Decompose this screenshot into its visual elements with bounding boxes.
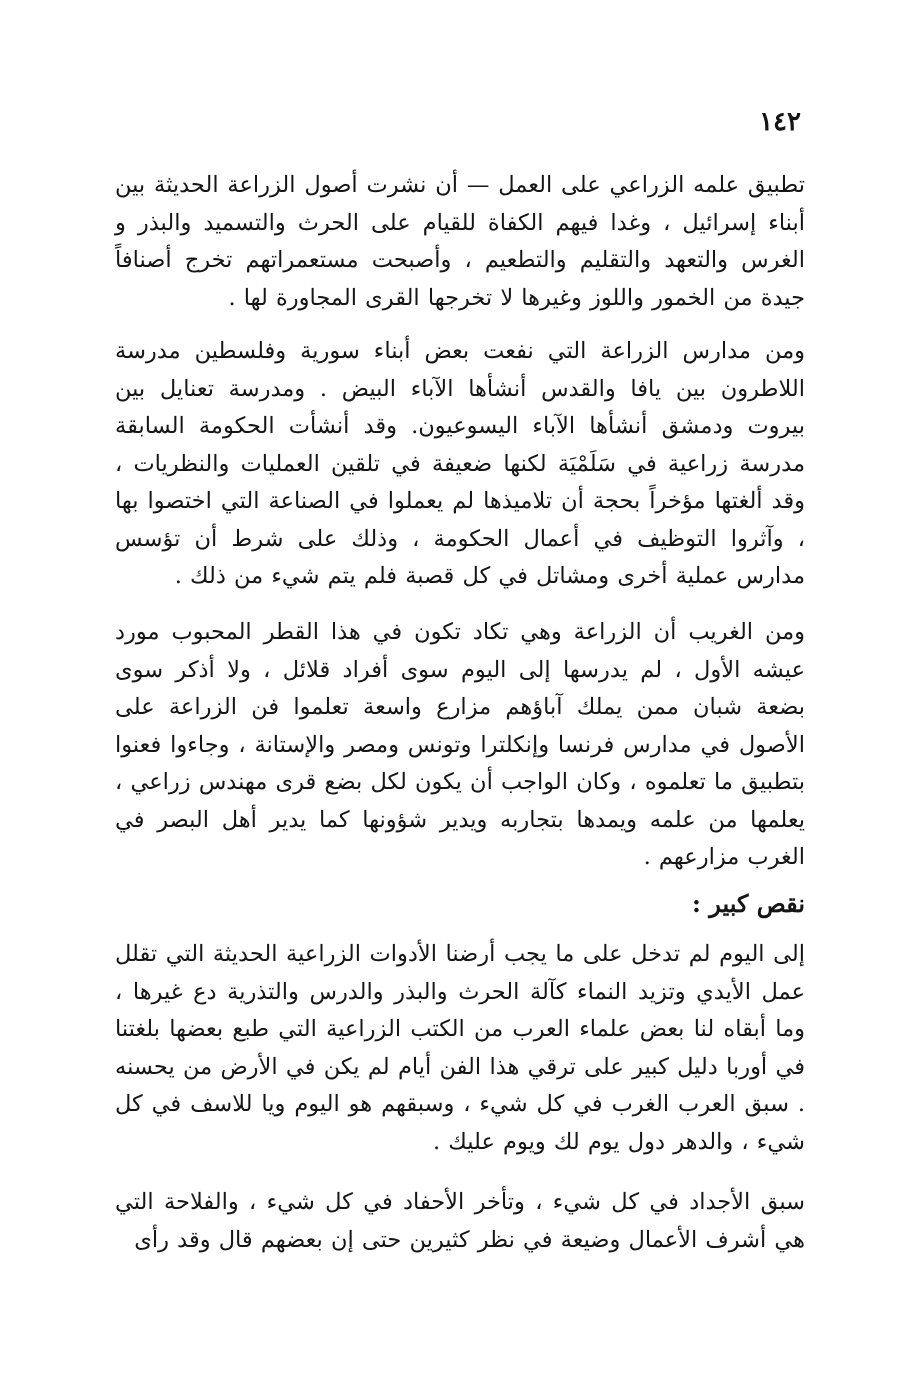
- section-heading: نقص كبير :: [692, 889, 805, 918]
- page-number: ١٤٢: [759, 107, 801, 137]
- paragraph-modern-tools: إلى اليوم لم تدخل على ما يجب أرضنا الأدوات الزراعية الحديثة التي تقلل عمل الأيدي وتزيد النماء كآلة الحرث والبذر والدرس والتذرية دع غيرها ، وما أبقاه لنا بعض علماء العرب من الكتب الزراعية التي طبع بعضها بلغتنا في أوربا دليل كبير على ترقي هذا الفن أيام لم يكن في الأرض من يحسنه . سبق العرب الغرب في كل شيء ، وسبقهم هو اليوم ويا للاسف في كل شيء ، والدهر دول يوم لك ويوم عليك .: [115, 941, 805, 1155]
- paragraph-agriculture-schools: ومن مدارس الزراعة التي نفعت بعض أبناء سورية وفلسطين مدرسة اللاطرون بين يافا والقدس أنشأها الآباء البيض . ومدرسة تعنايل بين بيروت ودمشق أنشأها الآباء اليسوعيون. وقد أنشأت الحكومة السابقة مدرسة زراعية في سَلَمْيَة لكنها ضعيفة في تلقين العمليات والنظريات ، وقد ألغتها مؤخراً بحجة أن تلاميذها لم يعملوا في الصناعة التي اختصوا بها ، وآثروا التوظيف في أعمال الحكومة ، وذلك على شرط أن تؤسس مدارس عملية أخرى ومشاتل في كل قصبة فلم يتم شيء من ذلك .: [115, 338, 805, 589]
- paragraph-ancestors: سبق الأجداد في كل شيء ، وتأخر الأحفاد في كل شيء ، والفلاحة التي هي أشرف الأعمال وضيعة في نظر كثيرين حتى إن بعضهم قال وقد رأى: [115, 1189, 805, 1253]
- paragraph-agriculture-settlements: تطبيق علمه الزراعي على العمل — أن نشرت أصول الزراعة الحديثة بين أبناء إسرائيل ، وغدا فيهم الكفاة للقيام على الحرث والتسميد والبذر و الغرس والتعهد والتقليم والتطعيم ، وأصبحت مستعمراتهم تخرج أصنافاً جيدة من الخمور واللوز وغيرها لا تخرجها القرى المجاورة لها .: [115, 172, 805, 311]
- paragraph-agriculture-study: ومن الغريب أن الزراعة وهي تكاد تكون في هذا القطر المحبوب مورد عيشه الأول ، لم يدرسها إلى اليوم سوى أفراد قلائل ، ولا أذكر سوى بضعة شبان ممن يملك آباؤهم مزارع واسعة تعلموا فن الزراعة على الأصول في مدارس فرنسا وإنكلترا وتونس ومصر والإستانة ، وجاءوا فعنوا بتطبيق ما تعلموه ، وكان الواجب أن يكون لكل بضع قرى مهندس زراعي ، يعلمها من علمه ويمدها بتجاربه ويدير شؤونها كما يدير أهل البصر في الغرب مزارعهم .: [115, 619, 805, 870]
